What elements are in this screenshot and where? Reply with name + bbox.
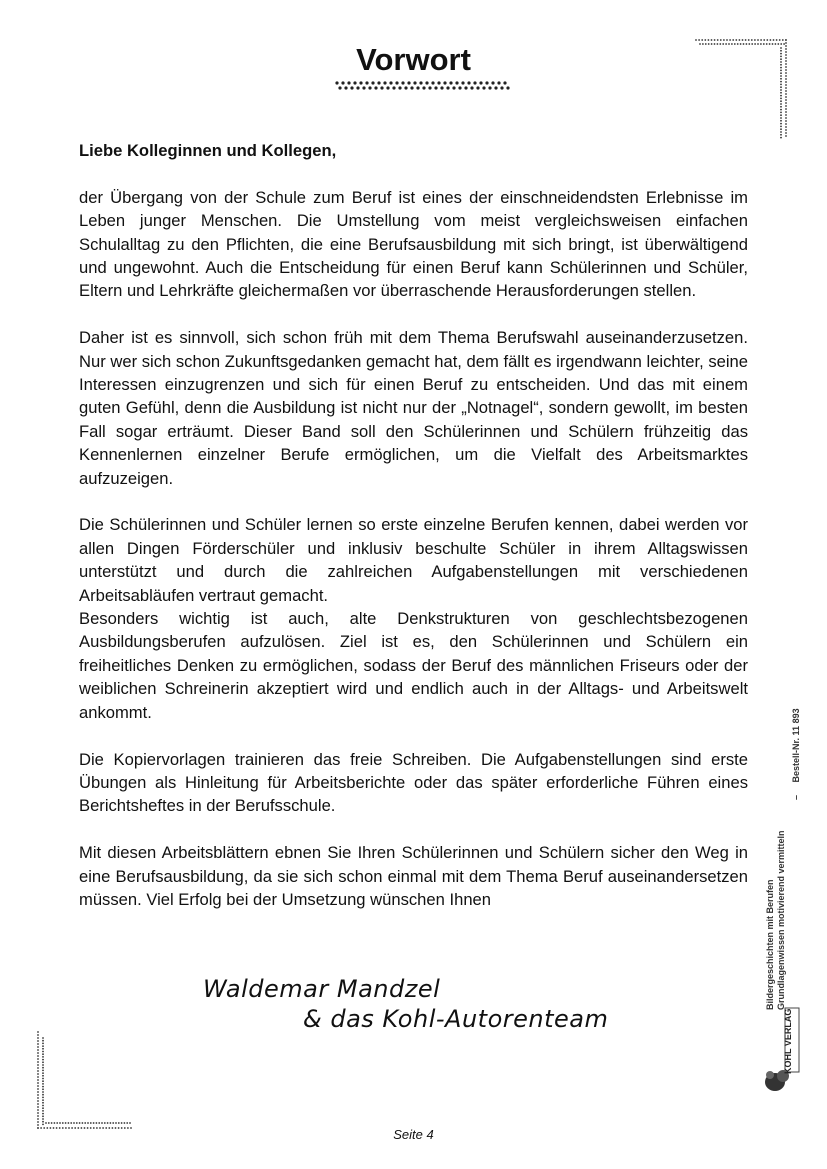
- greeting: Liebe Kolleginnen und Kollegen,: [79, 141, 337, 160]
- paragraph: Die Schülerinnen und Schüler lernen so erste einzelne Berufen kennen, dabei werden vor allen Dingen Förderschüler und inklusiv beschulte Schüler in ihrem Alltagswissen unterstützt und durch die zahlreichen Aufgabenstellungen mit verschiedenen Arbeitsabläufen vertraut gemacht.: [79, 515, 748, 605]
- side-order-info: [791, 708, 801, 800]
- side-subtitle-row: [776, 670, 787, 1010]
- publisher-name: KOHL VERLAG: [783, 1008, 793, 1074]
- corner-decoration-bottom-left: [34, 1028, 138, 1134]
- paragraph: Die Kopiervorlagen trainieren das freie Schreiben. Die Aufgabenstellungen sind erste Übungen als Hinleitung für Arbeitsberichte oder das später erforderliche Führen eines Berichtsheftes in der Berufsschule.: [79, 749, 748, 816]
- page-title: Vorwort: [356, 42, 471, 77]
- paragraph: Mit diesen Arbeitsblättern ebnen Sie Ihren Schülerinnen und Schülern sicher den Weg in eine Berufsausbildung, da sie sich schon einmal mit dem Thema Beruf auseinandersetzen müssen. Viel Erfolg bei der Umsetzung wünschen Ihnen: [79, 843, 748, 909]
- paragraph: Daher ist es sinnvoll, sich schon früh mit dem Thema Berufswahl auseinanderzusetzen. Nur wer sich schon Zukunftsgedanken gemacht hat, dem fällt es irgendwann leichter, seine Interessen einzugrenzen und sich für einen Beruf zu entscheiden. Und das mit einem guten Gefühl, denn die Ausbildung ist nicht nur der „Notnagel“, sondern gewollt, im besten Fall sogar erträumt. Dieser Band soll den Schülerinnen und Schülern frühzeitig das Kennenlernen einzelner Berufe ermöglichen, um die Vielfalt des Arbeitsmarktes aufzuzeigen.: [79, 328, 748, 488]
- paragraph: Besonders wichtig ist auch, alte Denkstrukturen von geschlechtsbezogenen Ausbildungsberufen aufzulösen. Ziel ist es, den Schülerinnen und Schülern ein freiheitliches Denken zu ermöglichen, sodass der Beruf des männlichen Friseurs oder der weiblichen Schreinerin akzeptiert wird und endlich auch in der Alltags- und Arbeitswelt ankommt.: [79, 609, 748, 722]
- side-separator: –: [791, 794, 801, 800]
- signature-team: & das Kohl-Autorenteam: [303, 1005, 609, 1033]
- foreword-body: [79, 139, 748, 935]
- side-subtitle: Grundlagenwissen motivierend vermitteln: [776, 830, 786, 1010]
- title-dotted-underline: [333, 80, 513, 92]
- side-book-info: [765, 670, 787, 1010]
- signature-author: Waldemar Mandzel: [203, 975, 441, 1003]
- side-order-number: Bestell-Nr. 11 893: [791, 708, 801, 783]
- side-book-title: Bildergeschichten mit Berufen: [765, 879, 775, 1010]
- page-number: Seite 4: [393, 1127, 434, 1142]
- paragraph: der Übergang von der Schule zum Beruf ist eines der einschneidendsten Erlebnisse im Leben junger Menschen. Die Umstellung vom meist vergleichsweisen einfachen Schulalltag zu den Pflichten, die eine Berufsausbildung mit sich bringt, ist überwältigend und ungewohnt. Auch die Entscheidung für einen Beruf kann Schülerinnen und Schüler, Eltern und Lehrkräfte gleichermaßen vor überraschende Herausforderungen stellen.: [79, 187, 748, 301]
- corner-decoration-top-right: [690, 36, 790, 140]
